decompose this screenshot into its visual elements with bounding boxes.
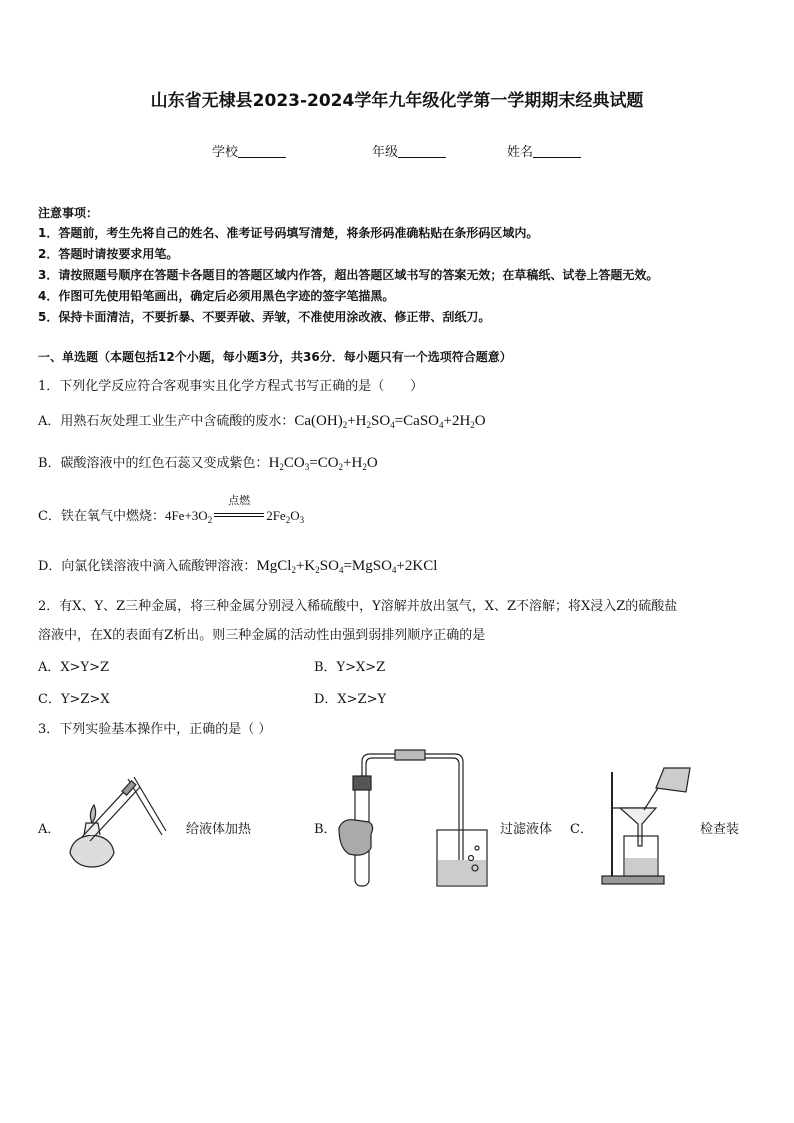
q3-option-c-caption: 检查装	[700, 822, 740, 837]
reaction-arrow	[214, 494, 264, 520]
grade-label: 年级	[372, 145, 399, 160]
note-item: 1．答题前，考生先将自己的姓名、准考证号码填写清楚，将条形码准确粘贴在条形码区域内。	[38, 226, 539, 240]
q1-stem: 1．下列化学反应符合客观事实且化学方程式书写正确的是（ ）	[38, 379, 424, 394]
q1-option-c-text: C．铁在氧气中燃烧：	[38, 509, 165, 524]
q3-option-b-caption: 过滤液体	[500, 822, 553, 837]
page-title: 山东省无棣县2023-2024学年九年级化学第一学期期末经典试题	[150, 91, 644, 111]
q3-option-a-label: A．	[38, 822, 61, 837]
q1-option-d	[38, 555, 437, 575]
q1-equation-b: $H_2CO_3=CO_2+H_2O$	[268, 455, 378, 472]
q1-option-a-text: A．用熟石灰处理工业生产中含硫酸的废水：	[38, 414, 295, 429]
q1-equation-c-right: $2Fe_2O_3$	[266, 508, 305, 525]
q3-option-c-label: C．	[570, 822, 593, 837]
note-item: 4．作图可先使用铅笔画出，确定后必须用黑色字迹的签字笔描黑。	[38, 289, 395, 303]
q2-option-b: B．Y>X>Z	[314, 660, 386, 675]
note-item: 2．答题时请按要求用笔。	[38, 247, 179, 261]
q1-equation-d: $MgCl_2+K_2SO_4=MgSO_4+2KCl$	[256, 558, 438, 575]
q2-option-c: C．Y>Z>X	[38, 692, 110, 707]
section-heading: 一、单选题（本题包括12个小题，每小题3分，共36分．每小题只有一个选项符合题意）	[38, 350, 512, 364]
q1-option-b	[38, 452, 378, 472]
name-blank	[533, 157, 581, 158]
reaction-condition: 点燃	[228, 494, 251, 507]
q3-option-b-label: B．	[314, 822, 337, 837]
q1-option-b-text: B．碳酸溶液中的红色石蕊又变成紫色：	[38, 456, 269, 471]
note-item: 3．请按照题号顺序在答题卡各题目的答题区域内作答，超出答题区域书写的答案无效；在草稿纸、试卷上答题无效。	[38, 268, 659, 282]
grade-blank	[398, 157, 446, 158]
note-item: 5．保持卡面清洁，不要折暴、不要弄破、弄皱，不准使用涂改液、修正带、刮纸刀。	[38, 310, 491, 324]
q1-equation-c-left: $4Fe+3O_2$	[164, 508, 213, 525]
q1-option-d-text: D．向氯化镁溶液中滴入硫酸钾溶液：	[38, 559, 257, 574]
q3-stem: 3．下列实验基本操作中，正确的是（ ）	[38, 722, 272, 737]
school-label: 学校	[212, 145, 239, 160]
q2-option-d: D．X>Z>Y	[314, 692, 387, 707]
q1-equation-a: $Ca(OH)_2+H_2SO_4=CaSO_4+2H_2O$	[294, 413, 486, 430]
name-label: 姓名	[507, 145, 534, 160]
q2-stem-line2: 溶液中，在X的表面有Z析出。则三种金属的活动性由强到弱排列顺序正确的是	[38, 628, 486, 643]
name-field	[507, 141, 581, 160]
notes-heading: 注意事项：	[38, 206, 99, 220]
q1-option-a	[38, 410, 486, 430]
filtering-illustration	[335, 748, 495, 893]
q2-option-a: A．X>Y>Z	[38, 660, 110, 675]
school-blank	[238, 157, 286, 158]
filter-stand-illustration	[598, 758, 698, 888]
school-field	[212, 141, 286, 160]
q2-stem-line1: 2．有X、Y、Z三种金属，将三种金属分别浸入稀硫酸中，Y溶解并放出氢气，X、Z不溶解；将X浸入Z的硫酸盐	[38, 599, 678, 614]
heating-liquid-illustration	[62, 775, 172, 875]
q1-option-c	[38, 494, 305, 525]
q3-option-a-caption: 给液体加热	[186, 822, 252, 837]
grade-field	[372, 141, 446, 160]
